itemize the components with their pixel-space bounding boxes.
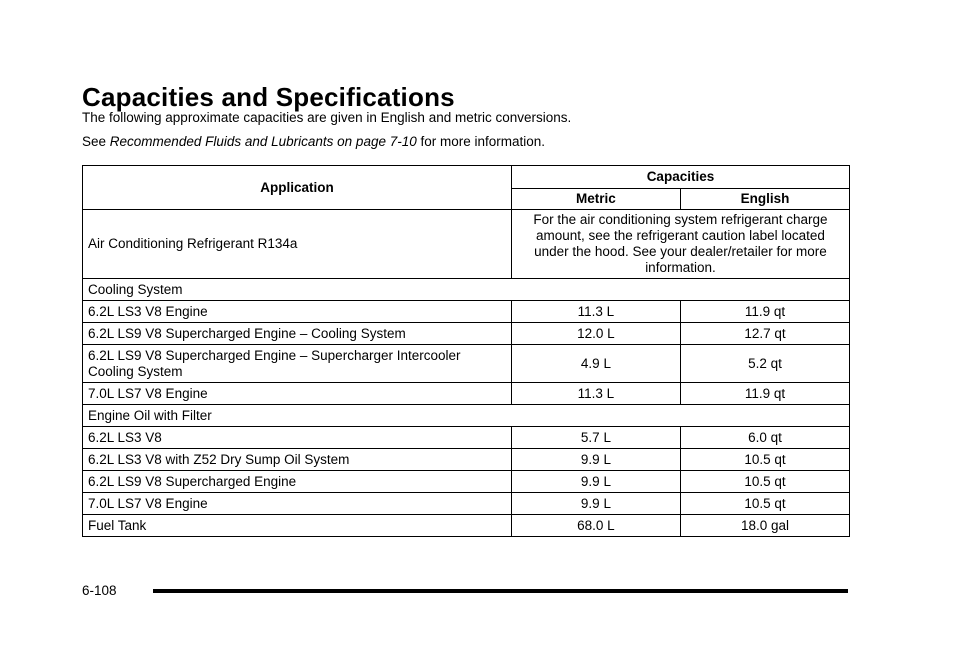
metric-value: 12.0 L xyxy=(511,323,680,345)
header-metric: Metric xyxy=(511,189,680,210)
intro-text: The following approximate capacities are given in English and metric conversions. xyxy=(82,110,572,125)
section-label: Engine Oil with Filter xyxy=(83,405,850,427)
english-value: 18.0 gal xyxy=(680,515,849,537)
metric-value: 5.7 L xyxy=(511,427,680,449)
metric-value: 9.9 L xyxy=(511,493,680,515)
metric-value: 68.0 L xyxy=(511,515,680,537)
metric-value: 4.9 L xyxy=(511,345,680,383)
page-number: 6-108 xyxy=(82,583,117,598)
table-row xyxy=(83,210,850,279)
footer-rule xyxy=(153,589,848,593)
row-label: Air Conditioning Refrigerant R134a xyxy=(83,210,512,279)
english-value: 6.0 qt xyxy=(680,427,849,449)
english-value: 10.5 qt xyxy=(680,493,849,515)
metric-value: 9.9 L xyxy=(511,449,680,471)
row-label: 6.2L LS9 V8 Supercharged Engine xyxy=(83,471,512,493)
page-title: Capacities and Specifications xyxy=(82,82,455,112)
section-row-engine-oil xyxy=(83,405,850,427)
english-value: 10.5 qt xyxy=(680,449,849,471)
table-row xyxy=(83,471,850,493)
table-row xyxy=(83,493,850,515)
header-capacities: Capacities xyxy=(511,166,849,189)
english-value: 10.5 qt xyxy=(680,471,849,493)
row-label: 6.2L LS9 V8 Supercharged Engine – Cooling System xyxy=(83,323,512,345)
section-row-cooling xyxy=(83,279,850,301)
ac-refrigerant-note: For the air conditioning system refrigerant charge amount, see the refrigerant caution label located under the hood. See your dealer/retailer for more information. xyxy=(511,210,849,279)
row-label: 6.2L LS9 V8 Supercharged Engine – Supercharger Intercooler Cooling System xyxy=(83,345,512,383)
table-row xyxy=(83,383,850,405)
table-row xyxy=(83,345,850,383)
row-label: 6.2L LS3 V8 with Z52 Dry Sump Oil System xyxy=(83,449,512,471)
table-row xyxy=(83,449,850,471)
row-label: 6.2L LS3 V8 xyxy=(83,427,512,449)
table-row xyxy=(83,323,850,345)
capacities-table xyxy=(82,165,850,537)
row-label: Fuel Tank xyxy=(83,515,512,537)
header-english: English xyxy=(680,189,849,210)
row-label: 7.0L LS7 V8 Engine xyxy=(83,383,512,405)
english-value: 11.9 qt xyxy=(680,383,849,405)
metric-value: 9.9 L xyxy=(511,471,680,493)
row-label: 7.0L LS7 V8 Engine xyxy=(83,493,512,515)
table-row xyxy=(83,301,850,323)
section-label: Cooling System xyxy=(83,279,850,301)
table-row xyxy=(83,515,850,537)
see-reference-line xyxy=(82,133,545,150)
english-value: 11.9 qt xyxy=(680,301,849,323)
english-value: 5.2 qt xyxy=(680,345,849,383)
header-application: Application xyxy=(83,166,512,210)
table-row xyxy=(83,427,850,449)
metric-value: 11.3 L xyxy=(511,383,680,405)
see-suffix: for more information. xyxy=(420,134,546,149)
table-header-row xyxy=(83,166,850,189)
row-label: 6.2L LS3 V8 Engine xyxy=(83,301,512,323)
english-value: 12.7 qt xyxy=(680,323,849,345)
see-prefix: See xyxy=(82,134,107,149)
metric-value: 11.3 L xyxy=(511,301,680,323)
fluids-reference-link[interactable]: Recommended Fluids and Lubricants on page 7-10 xyxy=(109,134,417,149)
